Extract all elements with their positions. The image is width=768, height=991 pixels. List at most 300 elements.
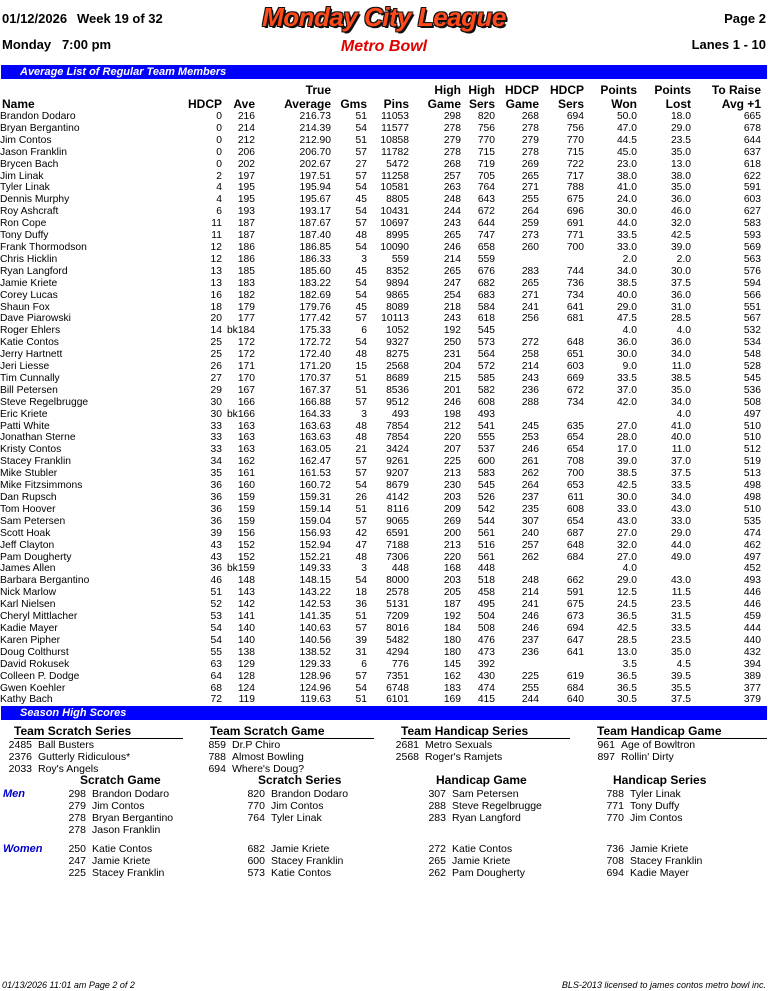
col-points-lost-2: Lost: [665, 97, 691, 111]
cell-to-raise: 528: [743, 361, 761, 373]
cell-games: 54: [355, 182, 367, 194]
cell-high-series: 573: [477, 337, 495, 349]
cell-name: Jerry Hartnett: [0, 349, 63, 361]
cell-to-raise: 446: [743, 599, 761, 611]
cell-pins: 2568: [386, 361, 409, 373]
cell-hdcp-series: 684: [566, 551, 584, 563]
cell-high-series: 643: [477, 194, 495, 206]
cell-hdcp-series: 700: [566, 241, 584, 253]
cell-true-average: 185.60: [299, 265, 331, 277]
cell-points-won: 40.0: [616, 289, 637, 301]
cell-pins: 3424: [386, 444, 409, 456]
cell-ave: 140: [237, 622, 255, 634]
cell-name: Frank Thormodson: [0, 241, 87, 253]
cell-points-won: 30.5: [616, 694, 637, 706]
cell-true-average: 195.94: [299, 182, 331, 194]
cell-hdcp-game: [495, 325, 539, 337]
season-high-bar: Season High Scores: [1, 706, 767, 720]
cell-points-won: 27.0: [616, 527, 637, 539]
cell-points-won: 33.5: [616, 230, 637, 242]
cell-games: 51: [355, 384, 367, 396]
score-value: 771: [606, 800, 624, 812]
cell-pins: 1052: [386, 325, 409, 337]
cell-name: Patti White: [0, 420, 50, 432]
cell-points-lost: 13.0: [670, 158, 691, 170]
cell-points-won: 4.0: [622, 325, 637, 337]
cell-high-series: 392: [477, 658, 495, 670]
cell-high-series: 508: [477, 622, 495, 634]
women-handicap-game-item: [418, 867, 525, 879]
cell-hdcp-series: 675: [566, 599, 584, 611]
cell-name: Cheryl Mittlacher: [0, 611, 78, 623]
cell-games: 48: [355, 230, 367, 242]
table-row: [0, 540, 761, 552]
cell-games: 54: [355, 277, 367, 289]
women-label: Women: [3, 843, 43, 855]
cell-hdcp-series: 708: [566, 456, 584, 468]
cell-hdcp-game: 279: [521, 134, 539, 146]
cell-ave: 179: [237, 301, 255, 313]
cell-hdcp-game: 271: [521, 289, 539, 301]
cell-to-raise: 534: [743, 337, 761, 349]
cell-points-won: 45.0: [616, 146, 637, 158]
cell-hdcp-series: 648: [566, 337, 584, 349]
score-value: 262: [428, 867, 446, 879]
cell-hdcp-series: 744: [566, 265, 584, 277]
women-scratch-series-item: [237, 843, 329, 855]
table-row: [0, 206, 761, 218]
cell-high-series: 495: [477, 599, 495, 611]
col-high-game-1: High: [434, 83, 461, 97]
cell-pins: 11258: [381, 170, 409, 182]
cell-hdcp-game: 237: [521, 492, 539, 503]
cell-hdcp-series: 694: [566, 111, 584, 122]
cell-hdcp: 54: [210, 634, 222, 646]
cell-hdcp-series: 715: [566, 146, 584, 158]
cell-pins: 6591: [386, 527, 409, 539]
cell-games: 57: [355, 670, 367, 682]
men-handicap-game-item: [418, 812, 521, 824]
cell-name: Jeri Liesse: [0, 361, 50, 373]
score-value: 573: [247, 867, 265, 879]
cell-points-won: 38.0: [616, 170, 637, 182]
cell-high-game: 187: [443, 599, 461, 611]
cell-points-won: 30.0: [616, 349, 637, 361]
bowler-name: Stacey Franklin: [271, 855, 344, 867]
score-value: 770: [247, 800, 265, 812]
cell-to-raise: 379: [743, 694, 761, 706]
cell-true-average: 163.63: [299, 432, 331, 444]
score-value: 736: [606, 843, 624, 855]
cell-hdcp: 13: [210, 277, 222, 289]
cell-high-game: 279: [443, 134, 461, 146]
cell-hdcp-game: 278: [521, 122, 539, 134]
cell-name: Kristy Contos: [0, 444, 62, 456]
cell-to-raise: 576: [743, 265, 761, 277]
cell-points-won: 24.5: [616, 599, 637, 611]
cell-points-won: 42.5: [616, 622, 637, 634]
cell-hdcp-game: 214: [521, 587, 539, 599]
scratch-series-header: Scratch Series: [258, 773, 342, 787]
bowler-name: Katie Contos: [452, 843, 513, 855]
women-scratch-series-item: [237, 867, 331, 879]
bowler-name: Bryan Bergantino: [92, 812, 174, 824]
cell-name: Karl Nielsen: [0, 599, 56, 611]
cell-high-game: 248: [443, 194, 461, 206]
team-handicap-series-item: [391, 739, 492, 751]
cell-high-game: 215: [443, 372, 461, 384]
cell-to-raise: 551: [743, 301, 761, 313]
cell-name: Roger Ehlers: [0, 325, 61, 337]
cell-to-raise: 512: [743, 444, 761, 456]
cell-hdcp: 12: [210, 241, 222, 253]
score-value: 283: [428, 812, 446, 824]
cell-hdcp-game: 265: [521, 277, 539, 289]
women-handicap-game-item: [418, 843, 512, 855]
cell-high-series: 545: [477, 480, 495, 492]
cell-hdcp-series: 603: [566, 361, 584, 373]
cell-points-lost: 35.0: [670, 384, 691, 396]
cell-hdcp-series: [539, 409, 584, 421]
cell-games: 51: [355, 372, 367, 384]
average-list-table: [0, 111, 761, 706]
bowling-center-name: Metro Bowl: [340, 38, 428, 55]
cell-hdcp: 43: [210, 539, 222, 551]
cell-games: 57: [355, 456, 367, 468]
cell-points-won: 4.0: [622, 563, 637, 575]
cell-ave: 187: [237, 218, 255, 230]
table-row: [0, 611, 761, 623]
women-handicap-game-item: [418, 855, 510, 867]
cell-true-average: 156.93: [299, 527, 331, 539]
cell-pins: 7854: [386, 420, 409, 432]
cell-hdcp-series: 653: [566, 480, 584, 492]
cell-games: 54: [355, 575, 367, 587]
bowler-name: Stacey Franklin: [92, 867, 165, 879]
cell-pins: 10113: [381, 313, 409, 325]
cell-ave: 129: [237, 658, 255, 670]
cell-to-raise: 566: [743, 289, 761, 301]
cell-high-series: 555: [477, 432, 495, 444]
cell-true-average: 195.67: [299, 194, 331, 206]
team-scratch-game-item: [198, 751, 304, 763]
cell-pins: 4142: [386, 492, 409, 503]
men-handicap-series-item: [596, 788, 681, 800]
cell-hdcp-series: 673: [566, 611, 584, 623]
score-value: 250: [68, 843, 86, 855]
cell-games: 54: [355, 682, 367, 694]
cell-ave: 156: [237, 527, 255, 539]
bowler-name: Katie Contos: [92, 843, 153, 855]
cell-pins: 9207: [386, 468, 409, 480]
cell-points-lost: 43.0: [670, 503, 691, 515]
cell-hdcp-series: 647: [566, 634, 584, 646]
table-row: [0, 492, 761, 504]
cell-hdcp-series: 736: [566, 277, 584, 289]
cell-hdcp-game: 235: [521, 503, 539, 515]
cell-name: Pam Dougherty: [0, 551, 72, 563]
cell-pins: 559: [391, 253, 409, 265]
cell-hdcp-game: 288: [521, 396, 539, 408]
cell-points-won: 39.0: [616, 456, 637, 468]
cell-high-series: 448: [477, 563, 495, 575]
cell-points-won: 27.0: [616, 551, 637, 563]
cell-to-raise: 637: [743, 146, 761, 158]
cell-hdcp-game: 248: [521, 575, 539, 587]
cell-true-average: 152.21: [299, 551, 331, 563]
cell-true-average: 119.63: [300, 694, 331, 706]
cell-high-series: 559: [477, 253, 495, 265]
cell-games: 45: [355, 265, 367, 277]
cell-pins: 8275: [386, 349, 409, 361]
cell-points-lost: 34.0: [670, 396, 691, 408]
col-hdcp-game-2: Game: [505, 97, 539, 111]
cell-hdcp-game: [495, 563, 539, 575]
cell-pins: 8536: [386, 384, 409, 396]
cell-high-game: 268: [443, 158, 461, 170]
cell-hdcp-game: 269: [521, 158, 539, 170]
cell-hdcp: 43: [210, 551, 222, 563]
cell-pins: 2578: [386, 587, 409, 599]
cell-hdcp: 16: [210, 289, 222, 301]
cell-points-won: 38.5: [616, 468, 637, 480]
cell-true-average: 164.33: [299, 408, 331, 420]
cell-hdcp: 29: [210, 384, 222, 396]
cell-to-raise: 603: [743, 194, 761, 206]
cell-points-lost: 23.5: [670, 134, 691, 146]
score-value: 2485: [8, 739, 32, 751]
cell-hdcp-game: 283: [521, 265, 539, 277]
cell-to-raise: 510: [743, 420, 761, 432]
cell-points-lost: 40.0: [670, 432, 691, 444]
cell-hdcp: 2: [216, 170, 222, 182]
cell-points-lost: 37.5: [670, 694, 691, 706]
cell-pins: 10581: [380, 182, 409, 194]
table-row: [0, 468, 761, 480]
table-row: [0, 444, 761, 456]
cell-high-game: 213: [443, 539, 461, 551]
cell-ave: 171: [237, 361, 255, 373]
cell-high-series: 476: [477, 634, 495, 646]
col-gms: Gms: [340, 97, 367, 111]
cell-pins: 9261: [386, 456, 409, 468]
bowler-name: Roy's Angels: [38, 763, 99, 775]
cell-points-won: 47.5: [616, 313, 637, 325]
cell-high-series: 820: [477, 111, 495, 122]
cell-hdcp-series: 651: [566, 349, 584, 361]
cell-to-raise: 377: [743, 682, 761, 694]
cell-ave: 172: [237, 337, 255, 349]
table-row: [0, 254, 761, 266]
cell-points-lost: 28.5: [670, 313, 691, 325]
cell-name: Ron Cope: [0, 218, 47, 230]
cell-games: 39: [355, 634, 367, 646]
cell-games: 51: [355, 611, 367, 623]
cell-hdcp: 27: [210, 372, 222, 384]
score-value: 788: [606, 788, 624, 800]
cell-points-won: 37.0: [616, 384, 637, 396]
cell-ave: 202: [237, 158, 255, 170]
cell-hdcp: 64: [210, 670, 222, 682]
cell-hdcp-series: 608: [566, 503, 584, 515]
cell-hdcp-game: 256: [521, 313, 539, 325]
cell-name: Jamie Kriete: [0, 277, 58, 289]
cell-high-game: 243: [443, 218, 461, 230]
table-row: [0, 361, 761, 373]
cell-hdcp-series: 717: [566, 170, 584, 182]
team-handicap-game-item: [587, 739, 695, 751]
cell-high-series: 618: [477, 313, 495, 325]
cell-points-lost: 30.0: [670, 265, 691, 277]
cell-points-won: 33.0: [616, 241, 637, 253]
cell-points-won: 42.0: [616, 396, 637, 408]
cell-high-series: 672: [477, 206, 495, 218]
cell-hdcp: 35: [210, 468, 222, 480]
cell-points-lost: 32.0: [670, 218, 691, 230]
women-scratch-series-item: [237, 855, 343, 867]
cell-true-average: 163.63: [299, 420, 331, 432]
bowler-name: Dr.P Chiro: [232, 739, 281, 751]
cell-pins: 9865: [386, 289, 409, 301]
cell-to-raise: 569: [743, 241, 761, 253]
cell-to-raise: 498: [743, 492, 761, 503]
cell-hdcp: 36: [210, 503, 222, 515]
cell-points-won: 36.5: [616, 682, 637, 694]
cell-name: Kadie Mayer: [0, 622, 58, 634]
col-pins: Pins: [383, 97, 409, 111]
cell-high-game: 263: [443, 182, 461, 194]
cell-points-lost: 11.5: [671, 587, 691, 599]
cell-points-lost: 44.0: [670, 539, 691, 551]
cell-points-lost: 46.0: [670, 206, 691, 218]
bowler-name: Kadie Mayer: [630, 867, 689, 879]
table-row: [0, 480, 761, 492]
cell-pins: 8352: [386, 265, 409, 277]
col-points-won-2: Won: [611, 97, 637, 111]
cell-true-average: 179.76: [299, 301, 331, 313]
week-info: Week 19 of 32: [77, 11, 163, 26]
table-row: [0, 683, 761, 695]
cell-to-raise: 394: [743, 658, 761, 670]
cell-hdcp: 0: [216, 146, 222, 158]
cell-ave: 141: [237, 611, 255, 623]
table-row: [0, 397, 761, 409]
cell-name: Brandon Dodaro: [0, 111, 76, 122]
cell-high-game: 278: [443, 146, 461, 158]
cell-true-average: 140.63: [299, 622, 331, 634]
cell-hdcp-game: 236: [521, 646, 539, 658]
cell-hdcp-game: 261: [521, 456, 539, 468]
cell-hdcp-series: 619: [566, 670, 584, 682]
cell-true-average: 159.04: [299, 515, 331, 527]
cell-true-average: 163.05: [299, 444, 331, 456]
table-row: [0, 278, 761, 290]
team-handicap-game-header: Team Handicap Game: [597, 724, 767, 739]
cell-pins: 11782: [381, 146, 409, 158]
cell-games: 45: [355, 301, 367, 313]
cell-hdcp-series: 675: [566, 194, 584, 206]
team-handicap-game-item: [587, 751, 674, 763]
men-handicap-series-item: [596, 812, 683, 824]
team-handicap-series-header: Team Handicap Series: [401, 724, 570, 739]
cell-high-series: 561: [477, 551, 495, 563]
cell-high-series: 608: [477, 396, 495, 408]
score-value: 278: [68, 824, 86, 836]
cell-high-game: 209: [443, 503, 461, 515]
cell-points-won: 30.0: [616, 492, 637, 503]
col-name: Name: [2, 97, 35, 111]
cell-to-raise: 678: [743, 122, 761, 134]
cell-games: 6: [361, 658, 367, 670]
cell-true-average: 177.42: [299, 313, 331, 325]
cell-hdcp-game: 273: [521, 230, 539, 242]
cell-pins: 8000: [386, 575, 409, 587]
cell-points-won: 2.0: [622, 253, 637, 265]
cell-hdcp-series: 669: [566, 372, 584, 384]
bowler-name: Brandon Dodaro: [92, 788, 170, 800]
cell-hdcp: 30: [210, 396, 222, 408]
cell-hdcp-series: 611: [567, 492, 584, 503]
cell-points-lost: 35.0: [670, 182, 691, 194]
cell-ave: 140: [237, 634, 255, 646]
cell-ave: 162: [237, 456, 255, 468]
col-hdcp-sers-1: HDCP: [549, 83, 584, 97]
cell-points-won: 3.5: [622, 658, 637, 670]
bowler-name: Stacey Franklin: [630, 855, 703, 867]
cell-pins: 11053: [381, 111, 409, 122]
cell-to-raise: 644: [743, 134, 761, 146]
cell-name: Jeff Clayton: [0, 539, 55, 551]
cell-hdcp-series: [539, 659, 584, 671]
cell-points-lost: 38.0: [670, 170, 691, 182]
cell-true-average: 129.33: [299, 658, 331, 670]
cell-name: Dan Rupsch: [0, 492, 57, 503]
cell-points-won: 42.5: [616, 480, 637, 492]
cell-hdcp-series: 770: [566, 134, 584, 146]
bowler-name: Gutterly Ridiculous*: [38, 751, 131, 763]
cell-high-game: 201: [443, 384, 461, 396]
cell-hdcp: 18: [210, 301, 222, 313]
cell-name: Sam Petersen: [0, 515, 66, 527]
cell-name: Scott Hoak: [0, 527, 51, 539]
cell-high-game: 243: [443, 313, 461, 325]
cell-hdcp-series: [539, 254, 584, 266]
cell-ave: 128: [237, 670, 255, 682]
cell-high-series: 682: [477, 277, 495, 289]
cell-to-raise: 627: [743, 206, 761, 218]
bowler-name: Age of Bowltron: [621, 739, 696, 751]
cell-pins: 7854: [386, 432, 409, 444]
cell-pins: 10431: [380, 206, 409, 218]
cell-true-average: 149.33: [299, 563, 331, 575]
cell-ave: 138: [237, 646, 255, 658]
cell-points-lost: 35.0: [670, 146, 691, 158]
cell-pins: 8805: [386, 194, 409, 206]
cell-points-won: 27.0: [616, 420, 637, 432]
cell-high-series: 582: [477, 384, 495, 396]
cell-to-raise: 594: [743, 277, 761, 289]
cell-points-won: [584, 409, 637, 421]
cell-name: Karen Pipher: [0, 634, 61, 646]
cell-points-lost: 23.5: [670, 599, 691, 611]
cell-hdcp-series: 696: [566, 206, 584, 218]
cell-hdcp: 36: [210, 515, 222, 527]
cell-games: 3: [361, 253, 367, 265]
cell-hdcp: 4: [216, 194, 222, 206]
cell-games: 18: [355, 587, 367, 599]
cell-hdcp: 25: [210, 349, 222, 361]
cell-to-raise: 665: [743, 111, 761, 122]
